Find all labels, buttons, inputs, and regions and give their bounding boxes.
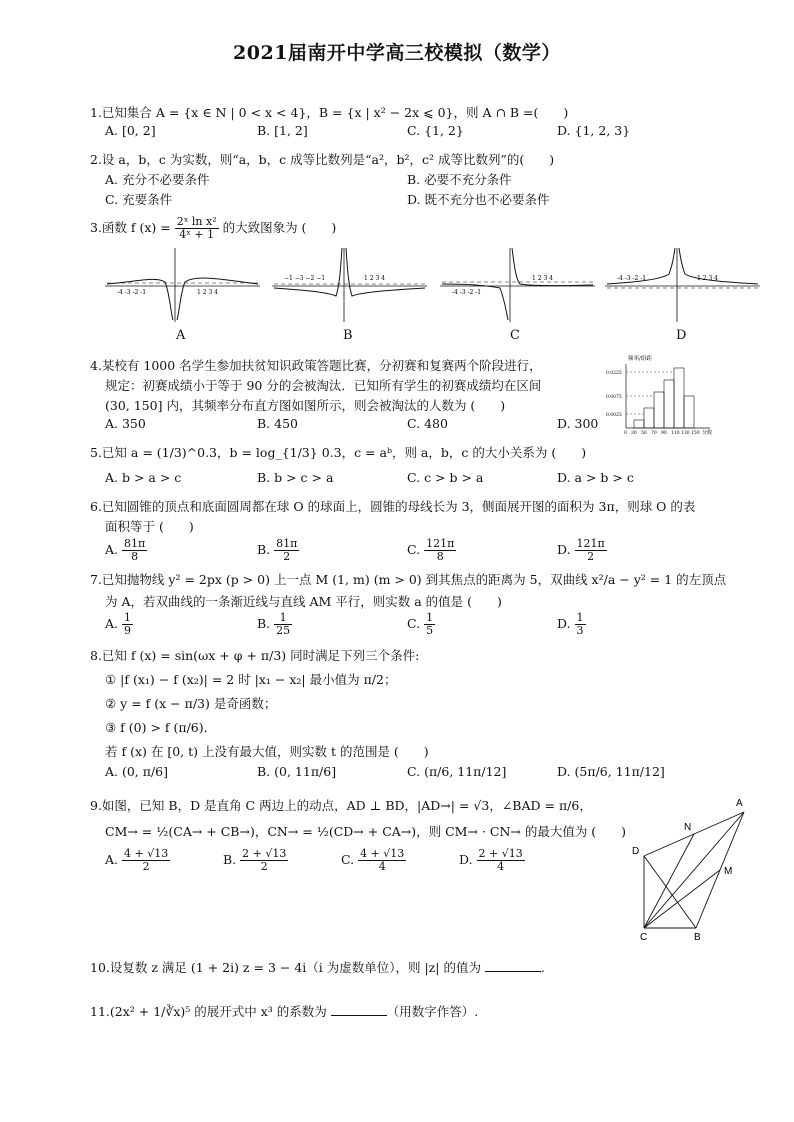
graph-a[interactable]	[105, 244, 260, 324]
svg-text:1 2 3 4: 1 2 3 4	[197, 289, 218, 296]
option-d[interactable]: D. $\frac{1}{3}$	[557, 611, 584, 637]
question-4-stem-line1: 4.某校有 1000 名学生参加扶贫知识政策答题比赛，分初赛和复赛两个阶段进行，	[90, 358, 542, 373]
question-5-options	[105, 470, 705, 490]
point-b: B	[694, 932, 701, 943]
option-d[interactable]: D. a > b > c	[557, 470, 634, 485]
svg-text:1 2 3 4: 1 2 3 4	[364, 275, 385, 282]
option-c[interactable]: C. $\frac{4 + √13}{4}$	[341, 847, 405, 873]
question-3-stem: 3.函数 f (x) = $\frac{\text{2ˣ ln x²}}{\text{4ˣ + 1}}$ 的大致图象为 ( )	[90, 215, 337, 241]
question-6-options	[105, 538, 705, 568]
question-4-stem-line3: (30, 150] 内，其频率分布直方图如图所示，则会被淘汰的人数为 ( )	[105, 398, 506, 413]
svg-text:-4 -3 -2 -1: -4 -3 -2 -1	[617, 275, 647, 282]
question-1-options	[105, 123, 705, 143]
histogram-ylabel: 频率/组距	[628, 356, 652, 362]
question-7-stem-line2: 为 A，若双曲线的一条渐近线与直线 AM 平行，则实数 a 的值是 ( )	[105, 594, 502, 609]
question-8-stem-last: 若 f (x) 在 [0, t) 上没有最大值，则实数 t 的范围是 ( )	[105, 744, 429, 759]
graph-label-b: B	[343, 328, 353, 343]
question-1-stem: 1.已知集合 A = {x ∈ N | 0 < x < 4}，B = {x | x² − 2x ⩽ 0}，则 A ∩ B =( )	[90, 105, 569, 120]
question-8-condition-1: ① |f (x₁) − f (x₂)| = 2 时 |x₁ − x₂| 最小值为 π/2；	[105, 672, 397, 687]
option-a[interactable]: A. b > a > c	[105, 470, 182, 485]
point-m: M	[724, 866, 733, 877]
page-title: 2021届南开中学高三校模拟（数学）	[233, 42, 561, 64]
xtick-0: 0	[624, 431, 627, 436]
answer-blank[interactable]	[331, 1003, 387, 1016]
point-d: D	[632, 846, 640, 857]
xtick-7: 150	[691, 431, 700, 436]
question-9-stem-line1: 9.如图，已知 B，D 是直角 C 两边上的动点，AD ⊥ BD，|AD→| = √3，∠BAD = π/6，	[90, 798, 592, 813]
option-c[interactable]: C. 480	[407, 416, 448, 431]
xtick-5: 110	[671, 431, 680, 436]
option-a[interactable]: A. 350	[105, 416, 146, 431]
option-a[interactable]: A. 充分不必要条件	[105, 172, 210, 187]
xtick-4: 90	[661, 431, 667, 436]
question-7-options	[105, 612, 705, 642]
option-d[interactable]: D. $\frac{2 + √13}{4}$	[459, 847, 523, 873]
answer-blank[interactable]	[485, 959, 541, 972]
option-a[interactable]: A. $\frac{81\pi}{8}$	[105, 537, 146, 563]
option-b[interactable]: B. (0, 11π/6]	[257, 764, 337, 779]
question-6-stem-line2: 面积等于 ( )	[105, 519, 194, 534]
xtick-3: 70	[651, 431, 657, 436]
point-a: A	[736, 798, 743, 809]
svg-text:1 2 3 4: 1 2 3 4	[532, 275, 553, 282]
question-5-stem: 5.已知 a = (1/3)^0.3，b = log_{1/3} 0.3，c = aᵇ，则 a，b，c 的大小关系为 ( )	[90, 445, 587, 460]
option-a[interactable]: A. (0, π/6]	[105, 764, 169, 779]
histogram-xlabel: 分数	[702, 430, 713, 436]
question-8-options	[105, 764, 705, 784]
question-9-stem-line2: CM→ = ½(CA→ + CB→)，CN→ = ½(CD→ + CA→)，则 CM→ · CN→ 的最大值为 ( )	[105, 824, 627, 839]
option-d[interactable]: D. {1, 2, 3}	[557, 123, 631, 138]
ytick-2: 0.0075	[606, 395, 622, 400]
svg-text:−1 −3 −2 −1: −1 −3 −2 −1	[284, 275, 326, 282]
graph-c[interactable]	[440, 244, 595, 324]
xtick-1: 30	[631, 431, 637, 436]
option-c[interactable]: C. (π/6, 11π/12]	[407, 764, 507, 779]
option-c[interactable]: C. c > b > a	[407, 470, 484, 485]
ytick-3: 0.0025	[606, 413, 622, 418]
option-b[interactable]: B. 必要不充分条件	[407, 172, 512, 187]
option-a[interactable]: A. $\frac{4 + √13}{2}$	[105, 847, 169, 873]
question-9-options	[105, 848, 565, 878]
option-b[interactable]: B. b > c > a	[257, 470, 334, 485]
question-6-stem-line1: 6.已知圆锥的顶点和底面圆周都在球 O 的球面上，圆锥的母线长为 3，侧面展开图的面积为 3π，则球 O 的表	[90, 499, 696, 514]
question-8-stem-line1: 8.已知 f (x) = sin(ωx + φ + π/3) 同时满足下列三个条件:	[90, 648, 420, 663]
xtick-2: 50	[641, 431, 647, 436]
option-b[interactable]: B. $\frac{81\pi}{2}$	[257, 537, 298, 563]
question-8-condition-3: ③ f (0) > f (π/6)．	[105, 720, 217, 735]
option-b[interactable]: B. [1, 2]	[257, 123, 308, 138]
option-b[interactable]: B. $\frac{1}{25}$	[257, 611, 291, 637]
point-n: N	[684, 822, 692, 833]
option-a[interactable]: A. $\frac{1}{9}$	[105, 611, 131, 637]
option-d[interactable]: D. (5π/6, 11π/12]	[557, 764, 665, 779]
svg-text:-4 -3 -2 -1: -4 -3 -2 -1	[117, 289, 147, 296]
question-10-stem: 10.设复数 z 满足 (1 + 2i) z = 3 − 4i（i 为虚数单位），则 |z| 的值为 .	[90, 960, 545, 975]
xtick-6: 130	[681, 431, 690, 436]
question-11-stem: 11.(2x² + 1/∛x)⁵ 的展开式中 x³ 的系数为 （用数字作答）.	[90, 1004, 479, 1019]
option-b[interactable]: B. $\frac{2 + √13}{2}$	[223, 847, 287, 873]
option-b[interactable]: B. 450	[257, 416, 298, 431]
option-c[interactable]: C. {1, 2}	[407, 123, 464, 138]
svg-text:-4 -3 -2 -1: -4 -3 -2 -1	[452, 289, 482, 296]
option-a[interactable]: A. [0, 2]	[105, 123, 156, 138]
option-d[interactable]: D. 300	[557, 416, 599, 431]
ytick-1: 0.0225	[606, 371, 622, 376]
graph-d[interactable]	[605, 244, 760, 324]
option-c[interactable]: C. $\frac{1}{5}$	[407, 611, 434, 637]
question-8-condition-2: ② y = f (x − π/3) 是奇函数；	[105, 696, 277, 711]
question-2-options-row1	[105, 170, 705, 190]
graph-b[interactable]	[272, 244, 427, 324]
question-4-stem-line2: 规定：初赛成绩小于等于 90 分的会被淘汰．已知所有学生的初赛成绩均在区间	[105, 378, 542, 393]
question-7-stem-line1: 7.已知抛物线 y² = 2px (p > 0) 上一点 M (1, m) (m > 0) 到其焦点的距离为 5，双曲线 x²/a − y² = 1 的左顶点	[90, 572, 727, 587]
option-c[interactable]: C. $\frac{121\pi}{8}$	[407, 537, 455, 563]
option-c[interactable]: C. 充要条件	[105, 192, 173, 207]
question-2-stem: 2.设 a，b，c 为实数，则“a，b，c 成等比数列是“a²，b²，c² 成等比数列”的( )	[90, 152, 555, 167]
function-fraction: $\frac{\text{2ˣ ln x²}}{\text{4ˣ + 1}}$	[176, 215, 217, 241]
question-2-options-row2	[105, 190, 705, 210]
histogram	[606, 352, 718, 436]
graph-label-a: A	[176, 328, 186, 343]
vector-figure	[628, 792, 758, 944]
point-c: C	[640, 932, 648, 943]
option-d[interactable]: D. 既不充分也不必要条件	[407, 192, 550, 207]
graph-label-d: D	[676, 328, 687, 343]
graph-label-c: C	[510, 328, 520, 343]
svg-text:1 2 3 4: 1 2 3 4	[697, 275, 718, 282]
option-d[interactable]: D. $\frac{121\pi}{2}$	[557, 537, 605, 563]
